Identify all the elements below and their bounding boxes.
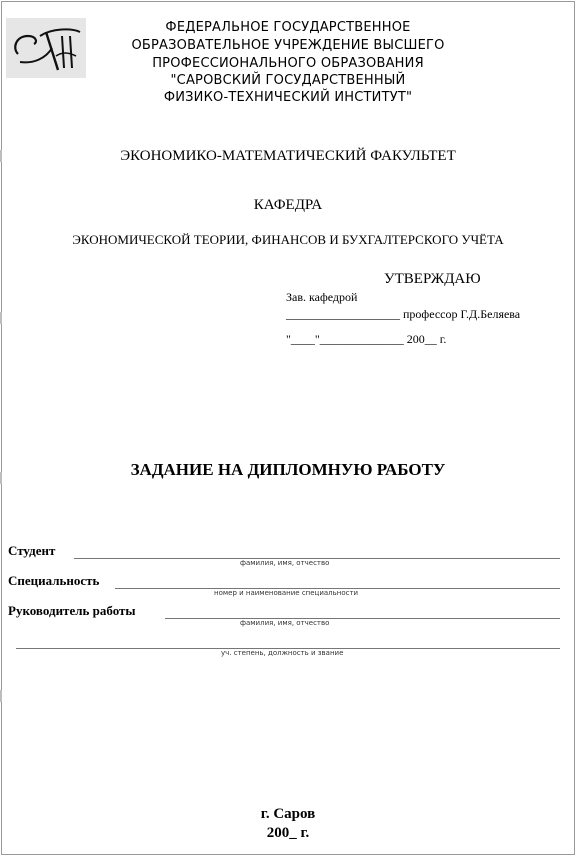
institution-line-2: ОБРАЗОВАТЕЛЬНОЕ УЧРЕЖДЕНИЕ ВЫСШЕГО — [131, 38, 445, 53]
footer-year: 200_ г. — [266, 825, 310, 841]
footer-city: г. Саров — [260, 806, 316, 822]
margin-tick — [0, 312, 2, 324]
specialty-label: Специальность — [8, 573, 100, 588]
student-hint: фамилия, имя, отчество — [240, 559, 330, 567]
document-title: ЗАДАНИЕ НА ДИПЛОМНУЮ РАБОТУ — [130, 460, 446, 479]
institution-line-4: "САРОВСКИЙ ГОСУДАРСТВЕННЫЙ — [170, 73, 406, 88]
supervisor-fill-line — [165, 618, 560, 619]
margin-tick — [0, 690, 2, 702]
degree-hint: уч. степень, должность и звание — [221, 649, 344, 657]
approval-role: Зав. кафедрой — [286, 290, 358, 304]
institution-line-1: ФЕДЕРАЛЬНОЕ ГОСУДАРСТВЕННОЕ — [165, 20, 411, 35]
page-border — [1, 1, 575, 855]
department-name: ЭКОНОМИЧЕСКОЙ ТЕОРИИ, ФИНАНСОВ И БУХГАЛТЕРСКОГО УЧЁТА — [72, 232, 504, 247]
approval-signature-line: ___________________ профессор Г.Д.Беляева — [286, 307, 521, 321]
supervisor-hint: фамилия, имя, отчество — [240, 619, 330, 627]
student-label: Студент — [8, 543, 56, 558]
institution-line-3: ПРОФЕССИОНАЛЬНОГО ОБРАЗОВАНИЯ — [152, 56, 424, 71]
department-title: КАФЕДРА — [253, 197, 323, 213]
faculty-name: ЭКОНОМИКО-МАТЕМАТИЧЕСКИЙ ФАКУЛЬТЕТ — [120, 148, 456, 164]
supervisor-label: Руководитель работы — [8, 603, 136, 618]
specialty-hint: номер и наименование специальности — [214, 589, 359, 597]
approval-heading: УТВЕРЖДАЮ — [384, 271, 481, 287]
institution-line-5: ФИЗИКО-ТЕХНИЧЕСКИЙ ИНСТИТУТ" — [163, 90, 413, 105]
approval-date-line: "____"______________ 200__ г. — [286, 332, 447, 346]
